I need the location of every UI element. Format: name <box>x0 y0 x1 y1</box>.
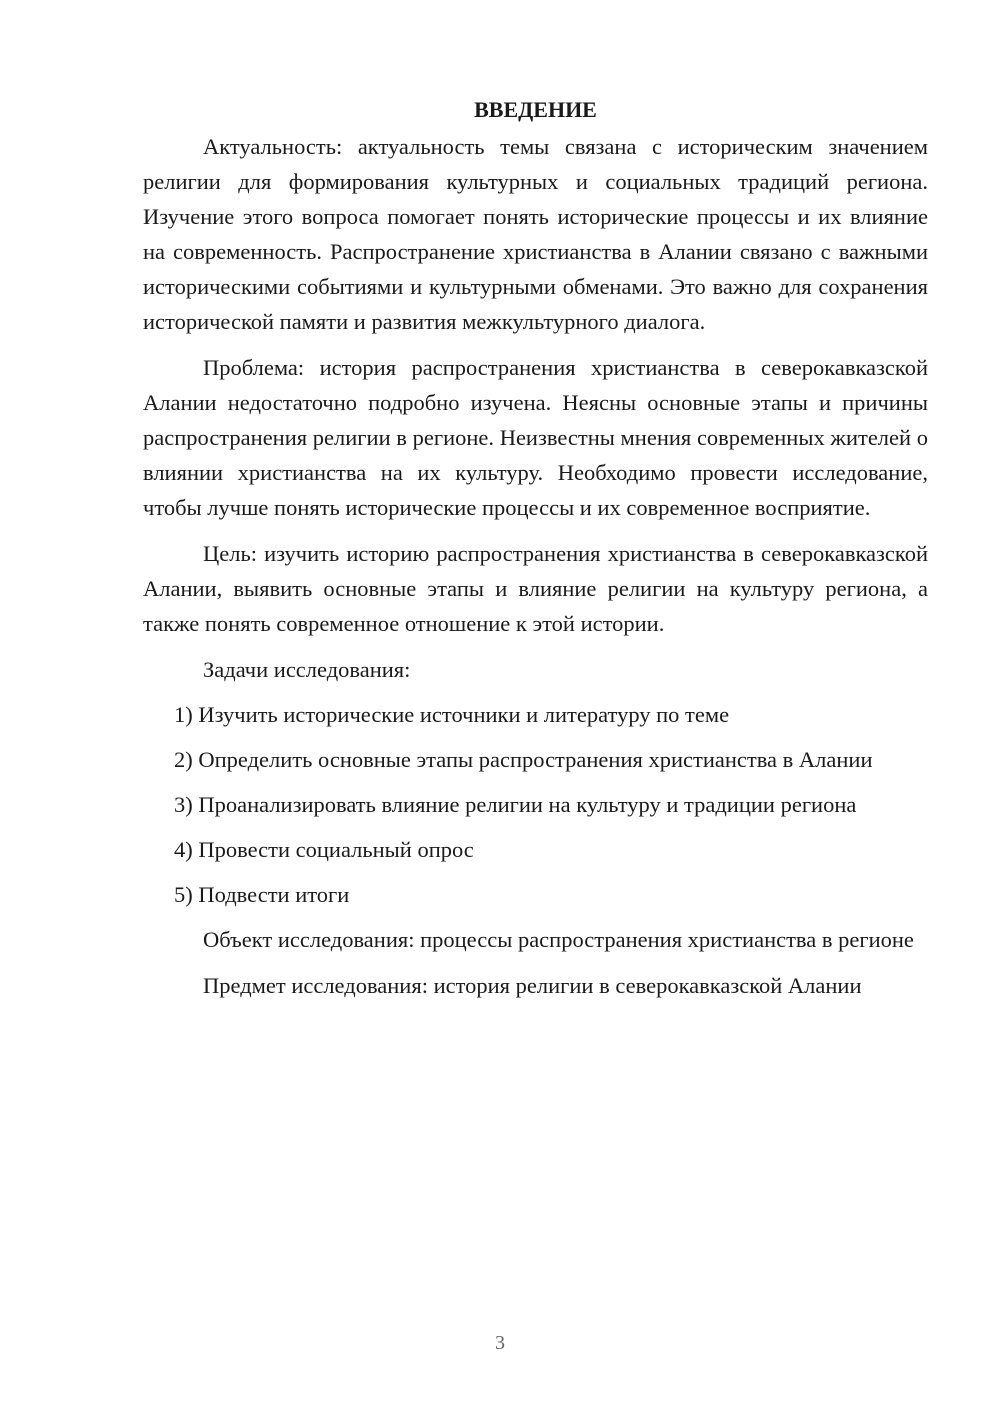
problem-paragraph: Проблема: история распространения христианства в северокавказской Алании недостаточно подробно изучена. Неясны основные этапы и причины распространения религии в регионе. Неизвестны мнения современных жителей о влиянии христианства на их культуру. Необходимо провести исследование, чтобы лучше понять исторические процессы и их современное восприятие. <box>143 355 928 520</box>
task-item: 2) Определить основные этапы распространения христианства в Алании <box>174 747 873 772</box>
task-item: 1) Изучить исторические источники и литературу по теме <box>174 702 730 727</box>
subject-paragraph: Предмет исследования: история религии в северокавказской Алании <box>203 973 862 998</box>
task-item: 4) Провести социальный опрос <box>174 837 474 862</box>
task-item: 5) Подвести итоги <box>174 882 350 907</box>
document-page <box>143 92 928 1014</box>
section-heading: ВВЕДЕНИЕ <box>474 97 597 122</box>
goal-paragraph: Цель: изучить историю распространения христианства в северокавказской Алании, выявить основные этапы и влияние религии на культуру региона, а также понять современное отношение к этой истории. <box>143 541 928 636</box>
task-item: 3) Проанализировать влияние религии на культуру и традиции региона <box>174 792 857 817</box>
tasks-title: Задачи исследования: <box>203 657 411 682</box>
tasks-list <box>143 697 928 912</box>
object-paragraph: Объект исследования: процессы распространения христианства в регионе <box>203 927 914 952</box>
page-number: 3 <box>495 1332 505 1354</box>
relevance-paragraph: Актуальность: актуальность темы связана с историческим значением религии для формирования культурных и социальных традиций региона. Изучение этого вопроса помогает понять исторические процессы и их влияние на современность. Распространение христианства в Алании связано с важными историческими событиями и культурными обменами. Это важно для сохранения исторической памяти и развития межкультурного диалога. <box>143 134 928 334</box>
